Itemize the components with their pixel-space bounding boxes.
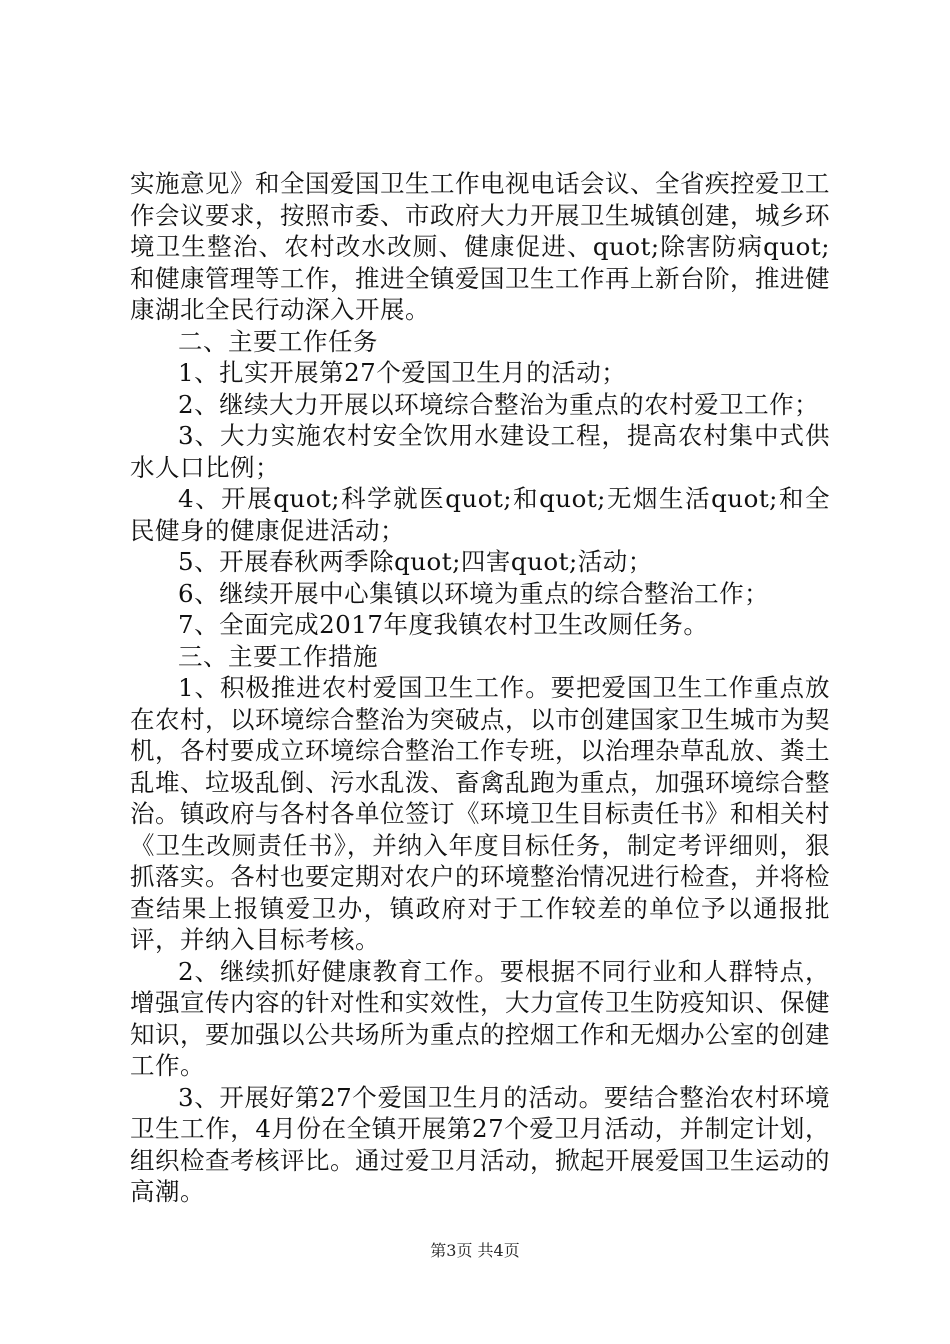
task-item-6: 6、继续开展中心集镇以环境为重点的综合整治工作； bbox=[178, 578, 770, 608]
paragraph-continuation: 实施意见》和全国爱国卫生工作电视电话会议、全省疾控爱卫工作会议要求，按照市委、市政府大力开展卫生城镇创建，城乡环境卫生整治、农村改水改厕、健康促进、quot;除害防病quot;和健康管理等工作，推进全镇爱国卫生工作再上新台阶，推进健康湖北全民行动深入开展。 bbox=[130, 169, 830, 324]
measure-item-2: 2、继续抓好健康教育工作。要根据不同行业和人群特点，增强宣传内容的针对性和实效性，大力宣传卫生防疫知识、保健知识，要加强以公共场所为重点的控烟工作和无烟办公室的创建工作。 bbox=[130, 956, 830, 1080]
task-item-4: 4、开展quot;科学就医quot;和quot;无烟生活quot;和全民健身的健康促进活动； bbox=[130, 484, 830, 545]
task-item-1: 1、扎实开展第27个爱国卫生月的活动； bbox=[178, 358, 627, 387]
section-heading-main-tasks: 二、主要工作任务 bbox=[178, 326, 378, 356]
measure-item-1: 1、积极推进农村爱国卫生工作。要把爱国卫生工作重点放在农村，以环境综合整治为突破点，以市创建国家卫生城市为契机，各村要成立环境综合整治工作专班，以治理杂草乱放、粪土乱堆、垃圾乱倒、污水乱泼、畜禽乱跑为重点，加强环境综合整治。镇政府与各村各单位签订《环境卫生目标责任书》和相关村《卫生改厕责任书》，并纳入年度目标任务，制定考评细则，狠抓落实。各村也要定期对农户的环境整治情况进行检查，并将检查结果上报镇爱卫办，镇政府对于工作较差的单位予以通报批评，并纳入目标考核。 bbox=[130, 673, 830, 954]
page-number-label: 第3页 共4页 bbox=[430, 1241, 520, 1260]
page-footer bbox=[0, 1241, 950, 1261]
task-item-3: 3、大力实施农村安全饮用水建设工程，提高农村集中式供水人口比例； bbox=[130, 421, 830, 482]
task-item-7: 7、全面完成2017年度我镇农村卫生改厕任务。 bbox=[178, 610, 709, 639]
measure-item-3: 3、开展好第27个爱国卫生月的活动。要结合整治农村环境卫生工作，4月份在全镇开展第27个爱卫月活动，并制定计划，组织检查考核评比。通过爱卫月活动，掀起开展爱国卫生运动的高潮。 bbox=[130, 1082, 830, 1206]
task-item-5: 5、开展春秋两季除quot;四害quot;活动； bbox=[178, 547, 653, 576]
task-item-2: 2、继续大力开展以环境综合整治为重点的农村爱卫工作； bbox=[178, 389, 820, 419]
section-heading-main-measures: 三、主要工作措施 bbox=[178, 641, 378, 671]
document-body bbox=[130, 168, 830, 1208]
